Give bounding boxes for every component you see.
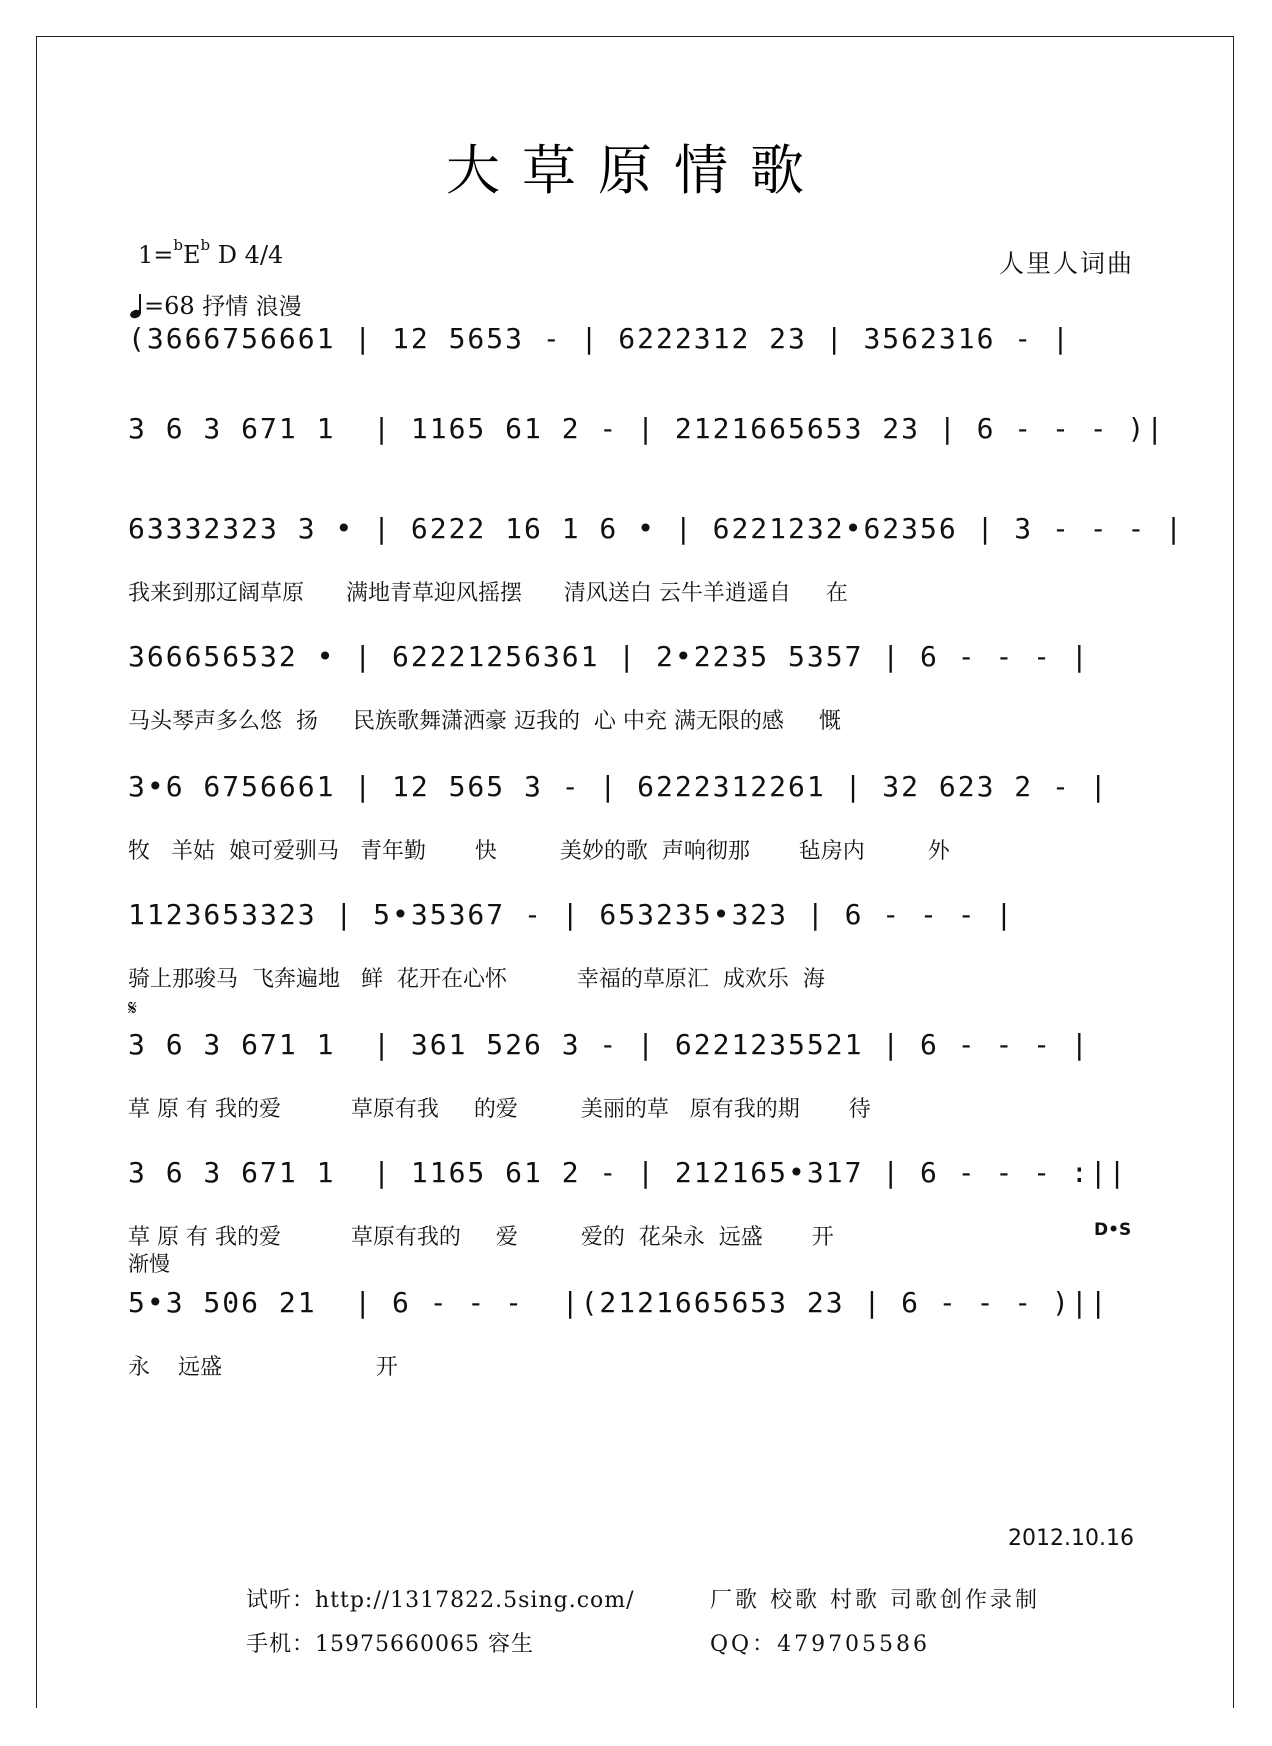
lyrics-line: 马头琴声多么悠 扬 民族歌舞潇洒豪 迈我的 心 中充 满无限的感 慨 xyxy=(128,709,841,734)
key-signature xyxy=(138,236,284,269)
date-stamp: 2012.10.16 xyxy=(1008,1526,1134,1551)
dal-segno-mark: D•S xyxy=(1094,1220,1132,1240)
ritardando-label: 渐慢 xyxy=(128,1252,170,1276)
footer-phone: 手机：15975660065 容生 xyxy=(246,1632,534,1657)
key-name-1: E xyxy=(183,241,201,269)
notation-line: 1123653323 | 5•35367 - | 653235•323 | 6 - - - | xyxy=(128,898,1015,931)
lyrics-line: 草 原 有 我的爱 草原有我的 爱 爱的 花朵永 远盛 开 xyxy=(128,1225,834,1250)
song-title: 大草原情歌 xyxy=(446,139,826,202)
lyrics-line: 骑上那骏马 飞奔遍地 鲜 花开在心怀 幸福的草原汇 成欢乐 海 xyxy=(128,967,825,992)
notation-line: 3 6 3 671 1 | 1165 61 2 - | 212165•317 | 6 - - - :|| xyxy=(128,1156,1128,1189)
lyrics-line: 我来到那辽阔草原 满地青草迎风摇摆 清风送白 云牛羊逍遥自 在 xyxy=(128,581,848,606)
key-prefix: 1= xyxy=(138,241,174,269)
lyrics-line: 牧 羊姑 娘可爱驯马 青年勤 快 美妙的歌 声响彻那 毡房内 外 xyxy=(128,839,950,864)
tempo-marking xyxy=(130,288,302,321)
flat-sign-1: b xyxy=(173,236,183,254)
composer-credit: 人里人词曲 xyxy=(998,249,1134,278)
page-border xyxy=(36,36,1234,1708)
notation-line: 3 6 3 671 1 | 1165 61 2 - | 2121665653 23 | 6 - - - )| xyxy=(128,412,1166,445)
notation-line: 3•6 6756661 | 12 565 3 - | 6222312261 | 32 623 2 - | xyxy=(128,770,1109,803)
flat-sign-2: b xyxy=(200,236,211,254)
footer-qq: QQ：479705586 xyxy=(710,1632,931,1657)
tempo-value: =68 xyxy=(144,292,195,320)
time-signature: 4/4 xyxy=(244,241,284,269)
lyrics-line: 草 原 有 我的爱 草原有我 的爱 美丽的草 原有我的期 待 xyxy=(128,1097,871,1122)
footer-studio: 厂歌 校歌 村歌 司歌创作录制 xyxy=(710,1588,1040,1613)
quarter-note-icon xyxy=(130,292,144,318)
segno-sign: 𝄋 xyxy=(128,996,138,1020)
expression-text: 抒情 浪漫 xyxy=(202,294,302,320)
notation-line: 5•3 506 21 | 6 - - - |(2121665653 23 | 6 - - - )|| xyxy=(128,1286,1109,1319)
notation-line: 366656532 • | 62221256361 | 2•2235 5357 | 6 - - - | xyxy=(128,640,1090,673)
notation-line: 3 6 3 671 1 | 361 526 3 - | 6221235521 | 6 - - - | xyxy=(128,1028,1090,1061)
lyrics-line: 永 远盛 开 xyxy=(128,1355,398,1380)
notation-line: (3666756661 | 12 5653 - | 6222312 23 | 3562316 - | xyxy=(128,322,1071,355)
key-name-2: D xyxy=(217,241,238,269)
footer-listen-link[interactable]: 试听：http://1317822.5sing.com/ xyxy=(246,1588,635,1613)
notation-line: 63332323 3 • | 6222 16 1 6 • | 6221232•62356 | 3 - - - | xyxy=(128,512,1185,545)
